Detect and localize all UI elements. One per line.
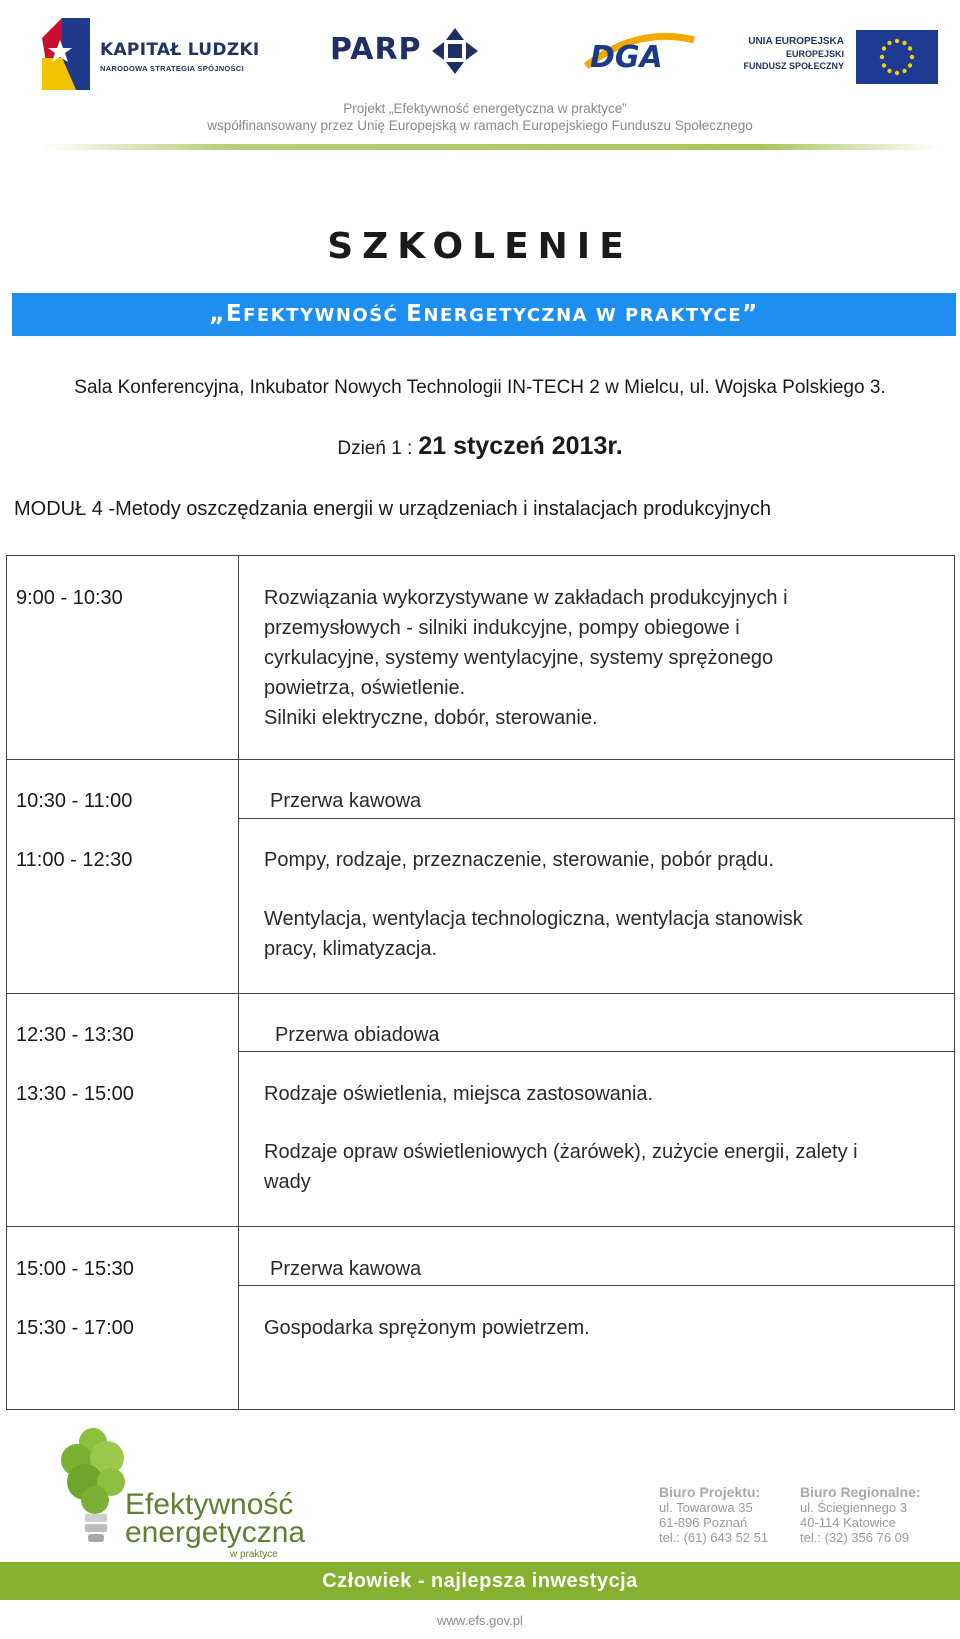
session-line: Przerwa kawowa [270,1258,422,1280]
ue-logo [743,30,938,85]
kapital-ludzki-title: KAPITAŁ LUDZKI [100,40,260,60]
session-line: Rodzaje oświetlenia, miejsca zastosowania. [264,1083,654,1105]
session-description [270,1254,950,1284]
schedule-table [6,555,955,1410]
kapital-ludzki-logo [42,18,272,93]
training-title-banner [12,293,956,336]
kapital-ludzki-icon [42,18,90,90]
session-time: 12:30 - 13:30 [16,1024,134,1046]
banner-quote-close: ” [742,301,759,327]
session-line: Silniki elektryczne, dobór, sterowanie. [264,707,598,729]
table-column-divider [238,556,239,1409]
session-description [270,786,950,816]
day-date: 21 styczeń 2013r. [418,432,623,460]
project-office-street: ul. Towarowa 35 [659,1500,753,1515]
footer-logo-line-2: energetyczna [125,1516,306,1549]
footer-logo-line-3: w praktyce [230,1549,278,1560]
session-description [264,904,944,964]
session-line: cyrkulacyjne, systemy wentylacyjne, systemy sprężonego [264,647,774,669]
project-office [659,1485,768,1545]
banner-word-1: FEKTYWNOŚĆ [243,305,407,326]
session-description [264,845,944,875]
session-line: Przerwa kawowa [270,790,422,812]
session-description [264,583,944,733]
session-line: przemysłowych - silniki indukcyjne, pompy obiegowe i [264,617,740,639]
kapital-ludzki-subtitle: NARODOWA STRATEGIA SPÓJNOŚCI [100,64,244,73]
project-line-2: współfinansowany przez Unię Europejską w ramach Europejskiego Funduszu Społecznego [207,118,753,133]
header-divider [40,144,940,150]
banner-initial-1: E [225,301,244,327]
session-line: pracy, klimatyzacja. [264,938,438,960]
table-row-divider [238,1051,954,1052]
regional-office-city: 40-114 Katowice [800,1515,896,1530]
session-description [275,1020,955,1050]
parp-text: PARP [330,32,422,67]
regional-office-street: ul. Ściegiennego 3 [800,1500,907,1515]
eu-flag-icon [856,30,938,84]
project-office-phone: tel.: (61) 643 52 51 [659,1530,769,1545]
parp-logo [330,22,480,82]
session-line: Przerwa obiadowa [275,1024,440,1046]
project-note [0,100,960,134]
regional-office [800,1485,921,1545]
session-time: 15:00 - 15:30 [16,1258,134,1280]
slogan-bar: Człowiek - najlepsza inwestycja [0,1562,960,1600]
session-line: wady [264,1171,311,1193]
dga-text: DGA [590,40,663,75]
table-row-divider [238,1285,954,1286]
footer-logo-line-1: Efektywność [125,1488,294,1521]
regional-office-phone: tel.: (32) 356 76 09 [800,1530,910,1545]
dga-logo [578,26,698,86]
table-row-divider [7,993,954,994]
session-line: Pompy, rodzaje, przeznaczenie, sterowanie, pobór prądu. [264,849,774,871]
efektywnosc-energetyczna-logo [55,1420,315,1565]
project-line-1: Projekt „Efektywność energetyczna w praktyce” [343,101,627,116]
session-description [264,1313,944,1343]
banner-word-2: NERGETYCZNA W PRAKTYCE [423,305,743,326]
ue-line-2: EUROPEJSKI [785,49,844,59]
banner-quote-open: „ [209,301,226,327]
session-line: powietrza, oświetlenie. [264,677,466,699]
ue-line-1: UNIA EUROPEJSKA [748,36,844,47]
ue-line-3: FUNDUSZ SPOŁECZNY [743,61,844,71]
session-time: 11:00 - 12:30 [16,849,133,871]
day-label: Dzień 1 : [337,438,413,459]
session-description [264,1137,944,1197]
day-line [0,432,960,461]
session-line: Gospodarka sprężonym powietrzem. [264,1317,590,1339]
session-line: Wentylacja, wentylacja technologiczna, wentylacja stanowisk [264,908,803,930]
parp-arrows-icon [430,26,480,76]
session-description [264,1079,944,1109]
website-link[interactable]: www.efs.gov.pl [437,1613,523,1628]
table-row-divider [7,759,954,760]
page-title: SZKOLENIE [327,226,633,267]
session-line: Rozwiązania wykorzystywane w zakładach produkcyjnych i [264,587,788,609]
project-office-city: 61-896 Poznań [659,1515,748,1530]
regional-office-title: Biuro Regionalne: [800,1484,921,1500]
module-title: MODUŁ 4 -Metody oszczędzania energii w urządzeniach i instalacjach produkcyjnych [14,498,772,520]
banner-initial-2: E [406,301,424,327]
table-row-divider [238,818,954,819]
session-time: 9:00 - 10:30 [16,587,123,609]
project-office-title: Biuro Projektu: [659,1484,761,1500]
session-time: 13:30 - 15:00 [16,1083,134,1105]
session-line: Rodzaje opraw oświetleniowych (żarówek), zużycie energii, zalety i [264,1141,858,1163]
ue-text [743,36,844,72]
table-row-divider [7,1226,954,1227]
session-time: 10:30 - 11:00 [16,790,133,812]
venue-text: Sala Konferencyjna, Inkubator Nowych Technologii IN-TECH 2 w Mielcu, ul. Wojska Polskiego 3. [74,377,886,398]
session-time: 15:30 - 17:00 [16,1317,134,1339]
header-logos [0,0,960,160]
